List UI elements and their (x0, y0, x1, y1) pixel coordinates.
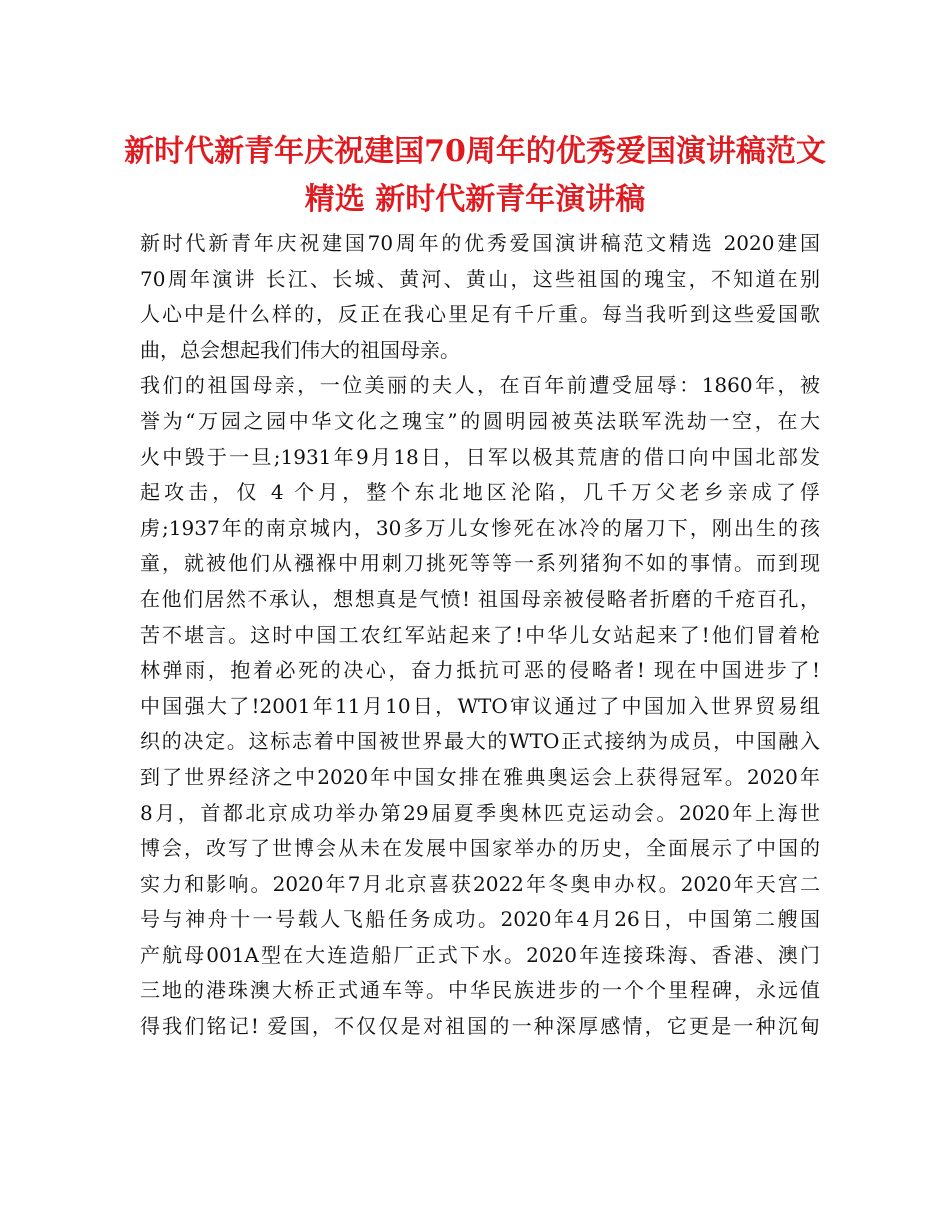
body-line: 虏;1937年的南京城内，30多万儿女惨死在冰冷的屠刀下，刚出生的孩 (140, 515, 820, 540)
body-line: 三地的港珠澳大桥正式通车等。中华民族进步的一个个里程碑，永远值 (140, 978, 820, 1003)
body-line: 童，就被他们从襁褓中用刺刀挑死等等一系列猪狗不如的事情。而到现 (140, 551, 820, 576)
body-line: 中国强大了!2001年11月10日，WTO审议通过了中国加入世界贸易组 (140, 693, 820, 718)
body-line: 到了世界经济之中2020年中国女排在雅典奥运会上获得冠军。2020年 (140, 764, 820, 789)
body-line: 产航母001A型在大连造船厂正式下水。2020年连接珠海、香港、澳门 (140, 942, 820, 967)
document-title (100, 128, 850, 224)
body-line: 火中毁于一旦;1931年9月18日，日军以极其荒唐的借口向中国北部发 (140, 444, 820, 469)
title-line-2: 精选 新时代新青年演讲稿 (304, 182, 646, 217)
body-line: 誉为“万园之园中华文化之瑰宝”的圆明园被英法联军洗劫一空，在大 (140, 408, 820, 433)
body-line: 70周年演讲 长江、长城、黄河、黄山，这些祖国的瑰宝，不知道在别 (140, 266, 820, 291)
body-line: 博会，改写了世博会从未在发展中国家举办的历史，全面展示了中国的 (140, 836, 820, 861)
title-line-1: 新时代新青年庆祝建国70周年的优秀爱国演讲稿范文 (124, 134, 826, 169)
body-line: 号与神舟十一号载人飞船任务成功。2020年4月26日，中国第二艘国 (140, 907, 820, 932)
body-line: 8月，首都北京成功举办第29届夏季奥林匹克运动会。2020年上海世 (140, 800, 820, 825)
document-body (140, 226, 820, 1045)
body-line: 得我们铭记! 爱国，不仅仅是对祖国的一种深厚感情，它更是一种沉甸 (140, 1014, 820, 1039)
body-line: 苦不堪言。这时中国工农红军站起来了!中华儿女站起来了!他们冒着枪 (140, 622, 820, 647)
body-line: 实力和影响。2020年7月北京喜获2022年冬奥申办权。2020年天宫二 (140, 871, 820, 896)
body-line: 我们的祖国母亲，一位美丽的夫人，在百年前遭受屈辱：1860年，被 (140, 373, 820, 398)
body-line: 在他们居然不承认，想想真是气愤! 祖国母亲被侵略者折磨的千疮百孔， (140, 586, 820, 611)
body-line: 新时代新青年庆祝建国70周年的优秀爱国演讲稿范文精选 2020建国 (140, 231, 820, 255)
body-line: 林弹雨，抱着必死的决心，奋力抵抗可恶的侵略者! 现在中国进步了! (140, 658, 820, 683)
body-line: 织的决定。这标志着中国被世界最大的WTO正式接纳为成员，中国融入 (140, 729, 820, 754)
body-line: 人心中是什么样的，反正在我心里足有千斤重。每当我听到这些爱国歌 (140, 302, 820, 327)
body-line: 起攻击，仅 4 个月，整个东北地区沦陷，几千万父老乡亲成了俘 (140, 480, 820, 505)
body-line: 曲，总会想起我们伟大的祖国母亲。 (140, 337, 460, 362)
